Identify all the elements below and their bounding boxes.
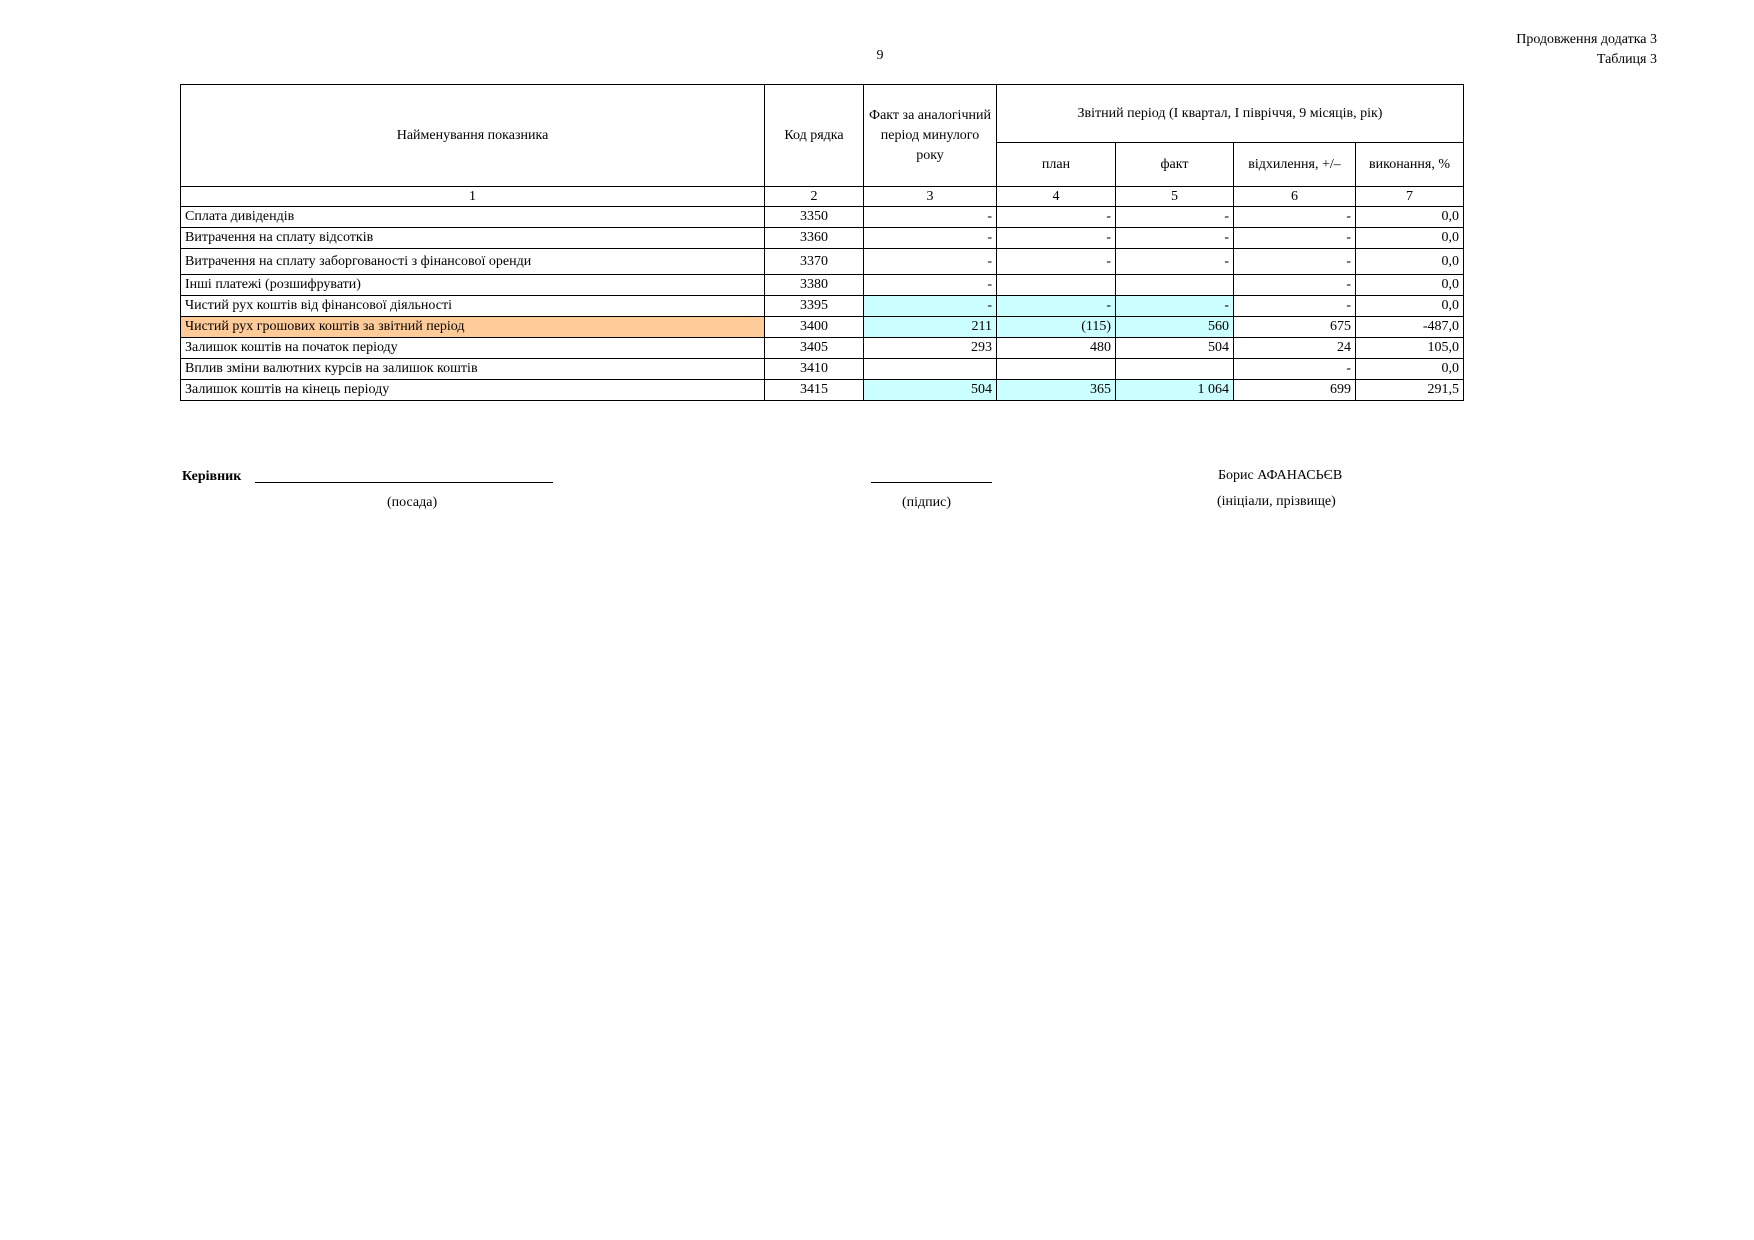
row-name: Чистий рух грошових коштів за звітний період — [181, 317, 765, 338]
row-fact: - — [1116, 249, 1234, 275]
row-plan: - — [997, 228, 1116, 249]
column-number: 1 — [181, 187, 765, 207]
row-execution: -487,0 — [1356, 317, 1464, 338]
row-code: 3410 — [765, 359, 864, 380]
header-execution: виконання, % — [1356, 143, 1464, 187]
row-plan: - — [997, 296, 1116, 317]
row-code: 3400 — [765, 317, 864, 338]
table-row — [181, 317, 1464, 338]
column-number: 5 — [1116, 187, 1234, 207]
header-reporting-period: Звітний період (І квартал, І півріччя, 9 місяців, рік) — [997, 85, 1464, 143]
header-fact: факт — [1116, 143, 1234, 187]
column-number: 7 — [1356, 187, 1464, 207]
table-row — [181, 275, 1464, 296]
row-plan: - — [997, 207, 1116, 228]
row-deviation: - — [1234, 249, 1356, 275]
row-fact: 504 — [1116, 338, 1234, 359]
row-name: Інші платежі (розшифрувати) — [181, 275, 765, 296]
row-prev: - — [864, 296, 997, 317]
row-deviation: - — [1234, 207, 1356, 228]
table-row — [181, 380, 1464, 401]
row-execution: 105,0 — [1356, 338, 1464, 359]
row-execution: 0,0 — [1356, 275, 1464, 296]
row-prev: 211 — [864, 317, 997, 338]
row-deviation: 699 — [1234, 380, 1356, 401]
signer-name: Борис АФАНАСЬЄВ — [1218, 468, 1343, 483]
page-number: 9 — [876, 48, 884, 63]
row-code: 3360 — [765, 228, 864, 249]
row-prev: 293 — [864, 338, 997, 359]
row-code: 3380 — [765, 275, 864, 296]
row-plan: 365 — [997, 380, 1116, 401]
position-caption: (посада) — [387, 495, 438, 510]
row-name: Чистий рух коштів від фінансової діяльності — [181, 296, 765, 317]
row-fact — [1116, 359, 1234, 380]
row-name: Сплата дивідендів — [181, 207, 765, 228]
cash-flow-table — [180, 84, 1464, 401]
row-deviation: - — [1234, 228, 1356, 249]
head-signature-label: Керівник — [182, 469, 242, 484]
row-execution: 0,0 — [1356, 249, 1464, 275]
row-code: 3350 — [765, 207, 864, 228]
row-execution: 0,0 — [1356, 207, 1464, 228]
signature-caption: (підпис) — [902, 495, 952, 510]
row-deviation: 675 — [1234, 317, 1356, 338]
row-plan — [997, 275, 1116, 296]
row-execution: 0,0 — [1356, 296, 1464, 317]
header-plan: план — [997, 143, 1116, 187]
row-name: Залишок коштів на кінець періоду — [181, 380, 765, 401]
column-number-row — [181, 187, 1464, 207]
position-line — [255, 481, 553, 483]
row-deviation: - — [1234, 359, 1356, 380]
column-number: 3 — [864, 187, 997, 207]
row-fact: - — [1116, 228, 1234, 249]
continuation-note — [1516, 30, 1657, 70]
row-deviation: 24 — [1234, 338, 1356, 359]
header-code: Код рядка — [765, 85, 864, 187]
table-row — [181, 296, 1464, 317]
row-fact: 1 064 — [1116, 380, 1234, 401]
row-deviation: - — [1234, 275, 1356, 296]
header-prev-fact: Факт за аналогічний період минулого року — [864, 85, 997, 187]
row-fact: - — [1116, 296, 1234, 317]
column-number: 4 — [997, 187, 1116, 207]
row-code: 3415 — [765, 380, 864, 401]
row-code: 3405 — [765, 338, 864, 359]
row-code: 3370 — [765, 249, 864, 275]
row-name: Залишок коштів на початок періоду — [181, 338, 765, 359]
row-fact: - — [1116, 207, 1234, 228]
row-plan: 480 — [997, 338, 1116, 359]
row-code: 3395 — [765, 296, 864, 317]
row-execution: 0,0 — [1356, 228, 1464, 249]
row-name: Вплив зміни валютних курсів на залишок коштів — [181, 359, 765, 380]
row-plan: (115) — [997, 317, 1116, 338]
row-name: Витрачення на сплату відсотків — [181, 228, 765, 249]
row-prev: - — [864, 207, 997, 228]
initials-caption: (ініціали, прізвище) — [1217, 494, 1336, 509]
row-prev: - — [864, 228, 997, 249]
table-row — [181, 359, 1464, 380]
table-row — [181, 228, 1464, 249]
row-prev: - — [864, 249, 997, 275]
table-row — [181, 207, 1464, 228]
header-name: Найменування показника — [181, 85, 765, 187]
continuation-line-1: Продовження додатка 3 — [1516, 32, 1657, 47]
column-number: 2 — [765, 187, 864, 207]
column-number: 6 — [1234, 187, 1356, 207]
row-prev: 504 — [864, 380, 997, 401]
row-deviation: - — [1234, 296, 1356, 317]
row-name: Витрачення на сплату заборгованості з фінансової оренди — [181, 249, 765, 275]
row-prev: - — [864, 275, 997, 296]
row-fact: 560 — [1116, 317, 1234, 338]
header-deviation: відхилення, +/– — [1234, 143, 1356, 187]
table-row — [181, 338, 1464, 359]
row-plan — [997, 359, 1116, 380]
table-row — [181, 249, 1464, 275]
row-plan: - — [997, 249, 1116, 275]
row-execution: 291,5 — [1356, 380, 1464, 401]
row-execution: 0,0 — [1356, 359, 1464, 380]
continuation-line-2: Таблиця 3 — [1596, 52, 1657, 67]
row-fact — [1116, 275, 1234, 296]
signature-line — [871, 481, 992, 483]
row-prev — [864, 359, 997, 380]
